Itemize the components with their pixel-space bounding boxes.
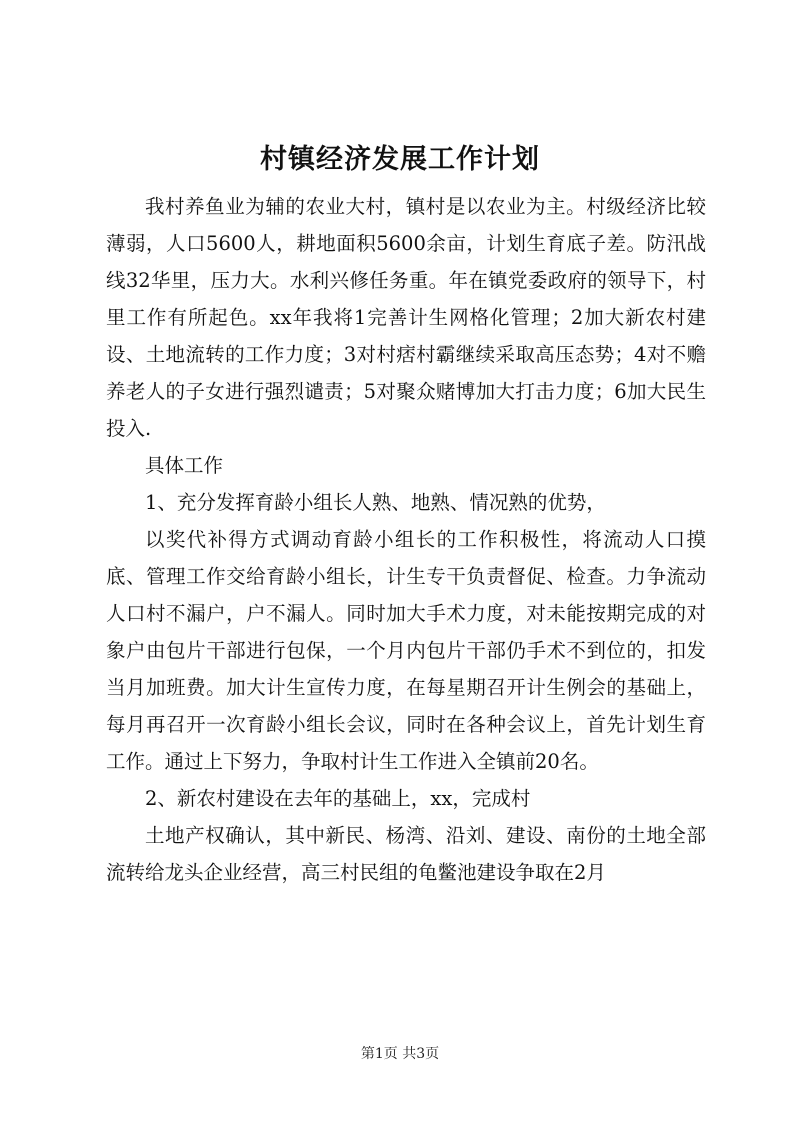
page-footer	[0, 1044, 800, 1064]
page-indicator: 第1页 共3页	[360, 1046, 440, 1062]
paragraph-item-2-body: 土地产权确认，其中新民、杨湾、沿刘、建设、南份的土地全部流转给龙头企业经营，高三村民组的龟鳖池建设争取在2月	[106, 824, 706, 884]
document-title: 村镇经济发展工作计划	[260, 144, 540, 175]
paragraph-heading-specific-work: 具体工作	[145, 454, 224, 477]
paragraph-intro: 我村养鱼业为辅的农业大村，镇村是以农业为主。村级经济比较薄弱，人口5600人，耕地面积5600余亩，计划生育底子差。防汛战线32华里，压力大。水利兴修任务重。年在镇党委政府的领导下，村里工作有所起色。xx年我将1完善计生网格化管理；2加大新农村建设、土地流转的工作力度；3对村痞村霸继续采取高压态势；4对不赡养老人的子女进行强烈谴责；5对聚众赌博加大打击力度；6加大民生投入.	[106, 195, 706, 440]
paragraph-item-2-heading: 2、新农村建设在去年的基础上，xx，完成村	[145, 787, 531, 810]
paragraph-item-1-heading: 1、充分发挥育龄小组长人熟、地熟、情况熟的优势，	[145, 491, 606, 514]
paragraph-item-1-body: 以奖代补得方式调动育龄小组长的工作积极性，将流动人口摸底、管理工作交给育龄小组长，计生专干负责督促、检查。力争流动人口村不漏户，户不漏人。同时加大手术力度，对未能按期完成的对象户由包片干部进行包保，一个月内包片干部仍手术不到位的，扣发当月加班费。加大计生宣传力度，在每星期召开计生例会的基础上，每月再召开一次育龄小组长会议，同时在各种会议上，首先计划生育工作。通过上下努力，争取村计生工作进入全镇前20名。	[106, 528, 706, 773]
document-body	[106, 188, 706, 891]
